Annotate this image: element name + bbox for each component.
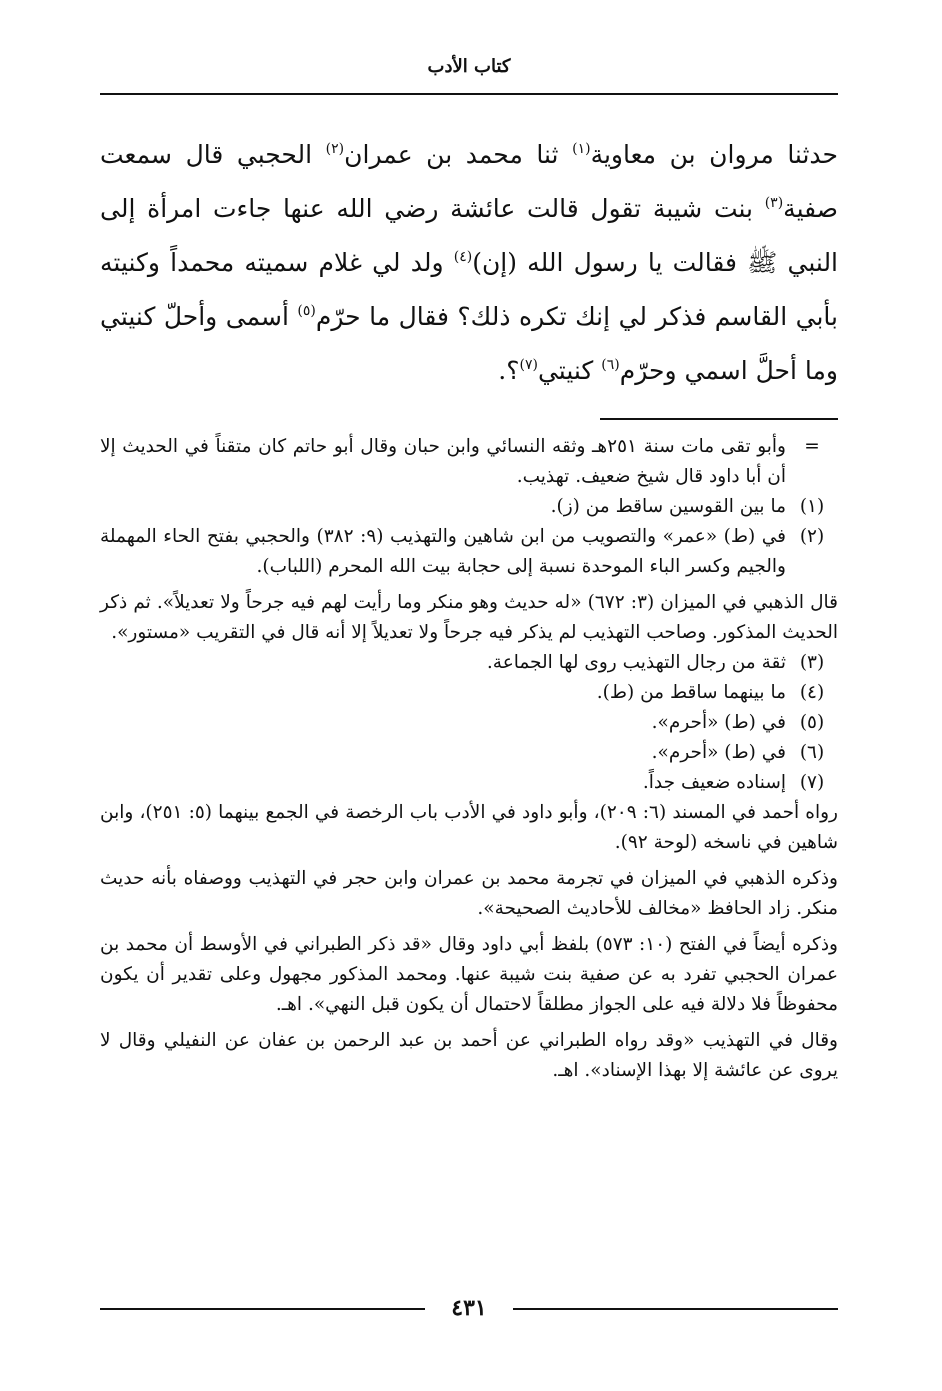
footnote-ref-4[interactable]: (٤) [453, 249, 473, 265]
footnote-text: في (ط) «عمر» والتصويب من ابن شاهين والتهذيب (٩: ٣٨٢) والحجبي بفتح الحاء المهملة والجيم وكسر الباء الموحدة نسبة إلى حجابة بيت الله المحرم (اللباب). [100, 526, 786, 577]
footnotes-section [100, 432, 838, 1086]
footer-rule-left [100, 1308, 425, 1310]
footnote-mark: (٤) [799, 682, 825, 703]
footnote-ref-2[interactable]: (٢) [325, 141, 345, 157]
footnote-text: ما بينهما ساقط من (ط). [596, 682, 786, 703]
footnote-ref-7[interactable]: (٧) [519, 357, 538, 373]
footnote-ref-1[interactable]: (١) [572, 141, 591, 157]
footnote-text: ثقة من رجال التهذيب روى لها الجماعة. [486, 652, 786, 673]
footer-rule-right [513, 1308, 838, 1310]
footnote-7 [100, 768, 838, 798]
footnote-text: إسناده ضعيف جداً. [642, 772, 786, 793]
footnote-3 [100, 648, 838, 678]
footnote-paragraph: وذكره أيضاً في الفتح (١٠: ٥٧٣) بلفظ أبي داود وقال «قد ذكر الطبراني في الأوسط أن محمد بن عمران الحجبي تفرد به عن صفية بنت شيبة عنها. ومحمد المذكور مجهول وعلى تقدير أن يكون محفوظاً فلا دلالة فيه على الجواز مطلقاً لاحتمال أن يكون قبل النهي». اهـ. [100, 934, 838, 1015]
hadith-text [100, 128, 838, 398]
footnote-2 [100, 522, 838, 582]
footnote-mark: = [804, 436, 820, 457]
page-number: ٤٣١ [451, 1295, 487, 1321]
footnote-text: في (ط) «أحرم». [651, 742, 786, 763]
footnote-paragraph: رواه أحمد في المسند (٦: ٢٠٩)، وأبو داود في الأدب باب الرخصة في الجمع بينهما (٥: ٢٥١)، وابن شاهين في ناسخه (لوحة ٩٢). [100, 802, 838, 853]
text-segment: ولد لي غلام سميته محمداً وكنيته بأبي القاسم فذكر لي إنك تكره ذلك؟ فقال ما حرّم [100, 248, 839, 331]
footnote-ref-6[interactable]: (٦) [601, 357, 620, 373]
text-segment: كنيتي [537, 356, 602, 385]
footnote-mark: (٦) [799, 742, 825, 763]
footnote-1 [100, 492, 838, 522]
footnote-mark: (٢) [799, 526, 825, 547]
header-rule [100, 93, 838, 95]
text-segment: أسمى وأحلّ كنيتي وما أحلَّ اسمي وحرّم [100, 302, 838, 385]
footnote-mark: (١) [799, 496, 825, 517]
footnote-mark: (٥) [799, 712, 825, 733]
footnote-mark: (٣) [799, 652, 825, 673]
text-segment: الحجبي قال سمعت صفية [100, 140, 838, 223]
footnote-text: وأبو تقى مات سنة ٢٥١هـ وثقه النسائي وابن حبان وقال أبو حاتم كان متقناً في الحديث إلا أن أبا داود قال شيخ ضعيف. تهذيب. [100, 436, 786, 487]
footnote-separator [600, 418, 838, 420]
text-segment: ؟. [498, 356, 520, 385]
footnote-ref-5[interactable]: (٥) [297, 303, 316, 319]
text-segment: بنت شيبة تقول قالت عائشة رضي الله عنها جاءت امرأة إلى النبي ﷺ فقالت يا رسول الله (إن) [100, 194, 839, 277]
footnote-continued [100, 432, 838, 492]
footnote-text: في (ط) «أحرم». [651, 712, 786, 733]
footnote-paragraph: وذكره الذهبي في الميزان في تجرمة محمد بن عمران وابن حجر في التهذيب ووصفاه بأنه حديث منكر. زاد الحافظ «مخالف للأحاديث الصحيحة». [100, 868, 838, 919]
footnote-paragraph: قال الذهبي في الميزان (٣: ٦٧٢) «له حديث وهو منكر وما رأيت لهم فيه جرحاً ولا تعديلاً». ثم ذكر الحديث المذكور. وصاحب التهذيب لم يذكر فيه جرحاً ولا تعديلاً إلا أنه قال في التقريب «مستور». [100, 592, 838, 643]
footnote-mark: (٧) [799, 772, 825, 793]
footnote-6 [100, 738, 838, 768]
text-segment: ثنا محمد بن عمران [344, 140, 573, 169]
running-header-title: كتاب الأدب [427, 56, 511, 77]
footnote-5 [100, 708, 838, 738]
footnote-ref-3[interactable]: (٣) [764, 195, 784, 211]
page-footer [100, 1293, 838, 1323]
footnote-text: ما بين القوسين ساقط من (ز). [550, 496, 786, 517]
text-segment: حدثنا مروان بن معاوية [590, 140, 839, 169]
footnote-paragraph: وقال في التهذيب «وقد رواه الطبراني عن أحمد بن عبد الرحمن بن عفان عن النفيلي وقال لا يروى عن عائشة إلا بهذا الإسناد». اهـ. [100, 1030, 838, 1081]
footnote-4 [100, 678, 838, 708]
